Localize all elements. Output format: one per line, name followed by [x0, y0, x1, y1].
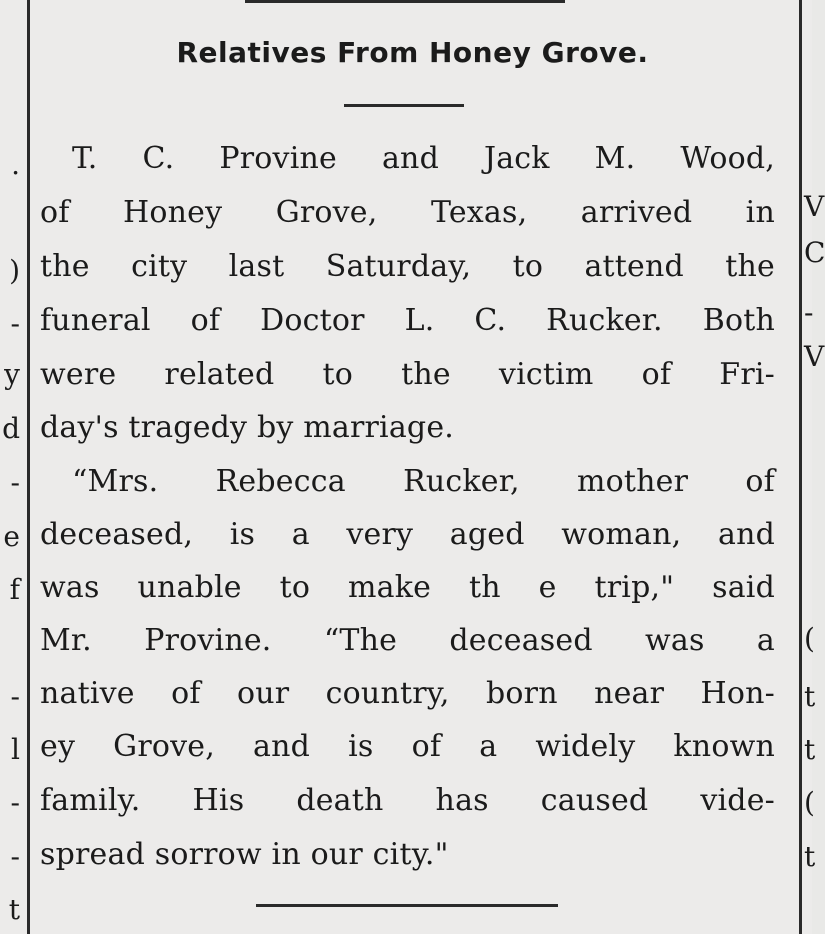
- right-column-fragment: C: [804, 236, 825, 269]
- top-rule: [245, 0, 565, 3]
- left-column-fragment: y: [4, 358, 20, 391]
- article-line: T. C. Provine and Jack M. Wood,: [72, 141, 775, 176]
- article-line: funeral of Doctor L. C. Rucker. Both: [40, 303, 775, 338]
- article-line: the city last Saturday, to attend the: [40, 249, 775, 284]
- article-line: of Honey Grove, Texas, arrived in: [40, 195, 775, 230]
- right-column-fragment: (: [804, 622, 815, 655]
- left-column-fragment: l: [11, 733, 20, 766]
- left-column-fragment: -: [10, 307, 20, 340]
- article-title: Relatives From Honey Grove.: [176, 36, 649, 69]
- left-column-fragment: .: [11, 148, 20, 181]
- article-line: were related to the victim of Fri-: [40, 357, 775, 392]
- left-column-fragment: t: [8, 893, 20, 926]
- article-line: ey Grove, and is of a widely known: [40, 729, 775, 764]
- article-line: Mr. Provine. “The deceased was a: [40, 623, 775, 658]
- left-column-fragment: e: [3, 520, 20, 553]
- right-column-rule: [799, 0, 802, 934]
- right-column-fragment: t: [804, 840, 816, 873]
- article-line: “Mrs. Rebecca Rucker, mother of: [72, 464, 775, 499]
- article-line: was unable to make th e trip," said: [40, 570, 775, 605]
- bottom-divider: [256, 904, 558, 907]
- left-column-fragment: -: [10, 466, 20, 499]
- left-column-fragment: -: [10, 840, 20, 873]
- right-column-fragment: -: [804, 296, 814, 329]
- right-column-fragment: (: [804, 786, 815, 819]
- article-line: day's tragedy by marriage.: [40, 410, 455, 445]
- right-column-fragment: V: [804, 340, 825, 373]
- article-line: spread sorrow in our city.": [40, 837, 449, 872]
- left-column-rule: [27, 0, 30, 934]
- article-line: deceased, is a very aged woman, and: [40, 517, 775, 552]
- right-column-fragment: t: [804, 680, 816, 713]
- right-column-fragment: t: [804, 733, 816, 766]
- article-line: native of our country, born near Hon-: [40, 676, 775, 711]
- left-column-fragment: f: [9, 573, 20, 606]
- article-line: family. His death has caused vide-: [40, 783, 775, 818]
- left-column-fragment: -: [10, 786, 20, 819]
- title-divider: [344, 104, 464, 107]
- left-column-fragment: ): [9, 254, 20, 287]
- left-column-fragment: -: [10, 680, 20, 713]
- right-column-fragment: V: [804, 190, 825, 223]
- left-column-fragment: d: [2, 412, 20, 445]
